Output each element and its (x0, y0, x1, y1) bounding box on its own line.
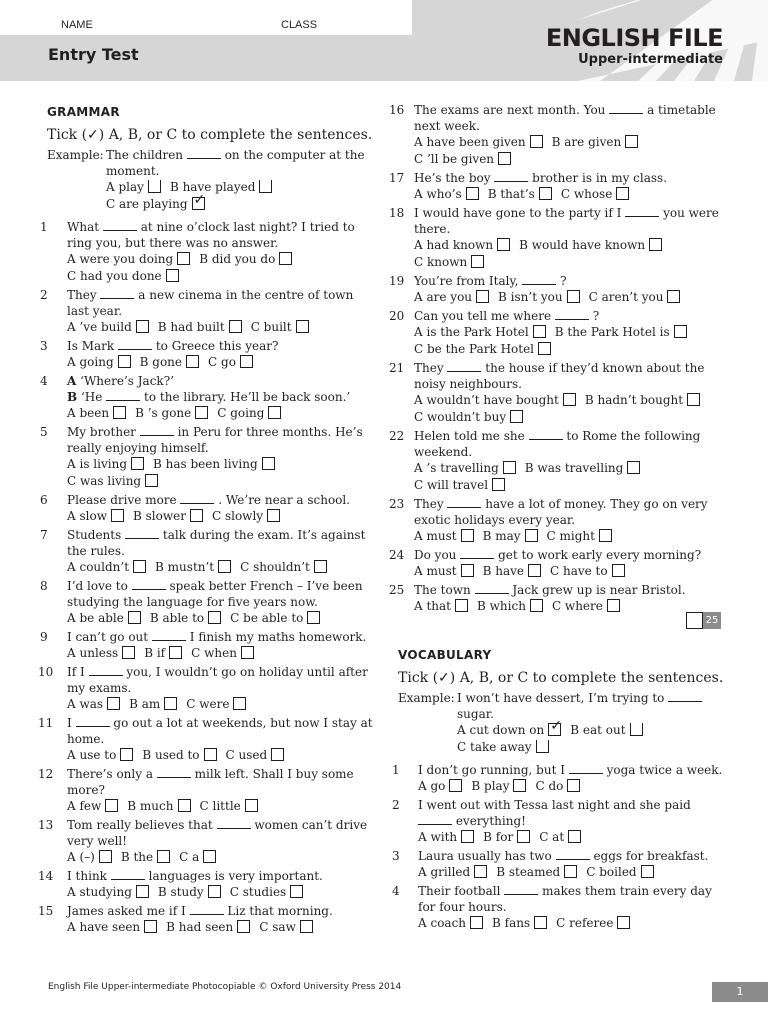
question-grammar-16 (389, 102, 728, 168)
option: A ’ve build (67, 319, 149, 336)
question-grammar-8 (40, 578, 377, 627)
brand-level: Upper-intermediate (578, 52, 723, 67)
checkbox[interactable] (177, 252, 190, 265)
checkbox[interactable] (307, 611, 320, 624)
header (0, 0, 768, 81)
option: C whose (561, 186, 629, 203)
question-text: I’d love to speak better French – I’ve been studying the language for five years now. (67, 579, 363, 609)
option: C wouldn’t buy (414, 409, 523, 426)
checkbox[interactable] (649, 238, 662, 251)
option: B if (144, 645, 182, 662)
question-text: What at nine o’clock last night? I tried to ring you, but there was no answer. (67, 220, 355, 250)
checkbox[interactable] (455, 599, 468, 612)
checkbox[interactable] (279, 252, 292, 265)
checkbox[interactable] (525, 529, 538, 542)
option: A couldn’t (67, 559, 146, 576)
question-text: I go out a lot at weekends, but now I stay at home. (67, 716, 373, 746)
option: B had seen (166, 919, 250, 936)
question-text: I don’t go running, but I yoga twice a week. (418, 763, 723, 777)
question-number: 21 (389, 361, 405, 375)
question-text: The town Jack grew up is near Bristol. (414, 583, 686, 597)
option: B am (129, 696, 177, 713)
option: B are given (552, 134, 639, 151)
checkbox[interactable] (617, 916, 630, 929)
option: A go (418, 778, 462, 795)
option: B hadn’t bought (585, 392, 700, 409)
checkbox[interactable] (157, 850, 170, 863)
checkbox[interactable] (148, 180, 161, 193)
checkbox[interactable] (240, 355, 253, 368)
option: A must (414, 563, 474, 580)
option: B eat out (570, 722, 642, 739)
checkbox[interactable] (530, 135, 543, 148)
checkbox[interactable] (687, 393, 700, 406)
option: B that’s (488, 186, 552, 203)
option: B had built (158, 319, 242, 336)
option: A studying (67, 884, 149, 901)
option: B have played (170, 179, 272, 196)
checkbox[interactable] (204, 748, 217, 761)
checkbox-checked[interactable] (548, 718, 562, 736)
question-number: 24 (389, 548, 405, 562)
checkbox[interactable] (612, 564, 625, 577)
option: A must (414, 528, 474, 545)
question-number: 22 (389, 429, 405, 443)
question-grammar-15 (38, 903, 377, 936)
option: A that (414, 598, 468, 615)
checkbox[interactable] (607, 599, 620, 612)
checkbox[interactable] (122, 646, 135, 659)
question-grammar-22 (389, 428, 728, 494)
checkbox[interactable] (599, 529, 612, 542)
question-text: Students talk during the exam. It’s against the rules. (67, 528, 366, 558)
checkbox[interactable] (296, 320, 309, 333)
option: B slower (133, 508, 203, 525)
checkbox[interactable] (616, 187, 629, 200)
checkbox[interactable] (190, 509, 203, 522)
question-grammar-10 (38, 664, 377, 713)
option: C do (535, 778, 580, 795)
option: A be able (67, 610, 141, 627)
question-number: 3 (392, 849, 400, 863)
grammar-right-column (389, 102, 728, 617)
question-grammar-20 (389, 308, 728, 358)
checkbox[interactable] (267, 509, 280, 522)
question-number: 12 (38, 767, 54, 781)
option: B may (483, 528, 538, 545)
grammar-left-column (38, 102, 377, 938)
option: A had known (414, 237, 510, 254)
checkbox[interactable] (262, 457, 275, 470)
question-text: They have a lot of money. They go on very exotic holidays every year. (414, 497, 708, 527)
checkbox[interactable] (563, 393, 576, 406)
checkbox[interactable] (492, 478, 505, 491)
question-number: 3 (40, 339, 48, 353)
checkbox[interactable] (530, 599, 543, 612)
checkbox[interactable] (567, 290, 580, 303)
question-number: 5 (40, 425, 48, 439)
question-number: 25 (389, 583, 405, 597)
option: C are playing ✓ (106, 192, 206, 211)
question-text: James asked me if I Liz that morning. (67, 904, 333, 918)
checkbox[interactable] (539, 187, 552, 200)
option: B fans (492, 915, 547, 932)
option: B have (483, 563, 541, 580)
option: C take away (457, 739, 549, 756)
question-number: 18 (389, 206, 405, 220)
question-number: 9 (40, 630, 48, 644)
question-number: 17 (389, 171, 405, 185)
checkbox[interactable] (674, 325, 687, 338)
question-text: I went out with Tessa last night and she paid everything! (418, 798, 691, 828)
checkbox[interactable] (497, 238, 510, 251)
option: B much (127, 798, 190, 815)
checkbox[interactable] (128, 611, 141, 624)
question-vocabulary-2 (392, 797, 728, 846)
question-text: Helen told me she to Rome the following weekend. (414, 429, 701, 459)
question-text: Tom really believes that women can’t drive very well! (67, 818, 368, 848)
checkbox[interactable] (528, 564, 541, 577)
option: B has been living (153, 456, 275, 473)
option: B play (471, 778, 526, 795)
checkbox[interactable] (120, 748, 133, 761)
option: A play (106, 179, 161, 196)
checkbox[interactable] (314, 560, 327, 573)
option: B did you do (199, 251, 292, 268)
checkbox[interactable] (203, 850, 216, 863)
checkbox[interactable] (517, 830, 530, 843)
question-grammar-7 (40, 527, 377, 576)
question-grammar-13 (38, 817, 377, 866)
question-text: My brother in Peru for three months. He’s really enjoying himself. (67, 425, 363, 455)
option: B the (121, 849, 170, 866)
option: A were you doing (67, 251, 190, 268)
checkbox[interactable] (476, 290, 489, 303)
checkbox[interactable] (568, 830, 581, 843)
checkbox[interactable] (534, 916, 547, 929)
option: C studies (230, 884, 303, 901)
question-number: 10 (38, 665, 54, 679)
question-text: There’s only a milk left. Shall I buy some more? (67, 767, 354, 797)
question-grammar-4: 4 A ‘Where’s Jack?’ B ‘He to the library. He’ll be back soon.’ A been B ’s gone C going (40, 374, 351, 420)
question-text: He’s the boy brother is in my class. (414, 171, 668, 185)
checkbox[interactable] (118, 355, 131, 368)
option: A who’s (414, 186, 479, 203)
footer-title: English File Upper-intermediate (48, 982, 190, 992)
checkbox[interactable] (449, 779, 462, 792)
checkbox[interactable] (218, 560, 231, 573)
option: A coach (418, 915, 483, 932)
option: B steamed (496, 864, 577, 881)
question-grammar-11 (38, 715, 377, 764)
option: A been (67, 405, 126, 422)
tick-icon: ✓ (193, 192, 206, 208)
checkbox[interactable] (290, 885, 303, 898)
question-grammar-6 (40, 492, 377, 525)
option: B was travelling (525, 460, 641, 477)
question-grammar-19 (389, 273, 728, 306)
checkbox[interactable] (538, 342, 551, 355)
checkbox[interactable] (107, 697, 120, 710)
question-grammar-14 (38, 868, 377, 901)
score-input-box[interactable] (686, 612, 703, 629)
option: B mustn’t (155, 559, 231, 576)
vocabulary-example: Example: I won’t have dessert, I’m trying to sugar. A cut down on ✓ B eat out C take away (398, 690, 728, 756)
checkbox[interactable] (186, 355, 199, 368)
option: B which (477, 598, 543, 615)
option: C be the Park Hotel (414, 341, 551, 358)
question-number: 11 (38, 716, 54, 730)
question-vocabulary-4 (392, 883, 728, 932)
option: C referee (556, 915, 630, 932)
checkbox[interactable] (630, 723, 643, 736)
grammar-instruction: Tick (✓) A, B, or C to complete the sentences. (47, 127, 373, 143)
option: C had you done (67, 268, 179, 285)
checkbox[interactable] (113, 406, 126, 419)
option: A unless (67, 645, 135, 662)
checkbox[interactable] (461, 830, 474, 843)
option: C ’ll be given (414, 151, 511, 168)
option: C boiled (586, 864, 653, 881)
question-grammar-12 (38, 766, 377, 815)
checkbox[interactable] (510, 410, 523, 423)
question-text: Is Mark to Greece this year? (67, 339, 279, 353)
option: B isn’t you (498, 289, 580, 306)
checkbox[interactable] (268, 406, 281, 419)
option: C go (208, 354, 253, 371)
question-number: 6 (40, 493, 48, 507)
question-number: 2 (392, 798, 400, 812)
checkbox[interactable] (627, 461, 640, 474)
option: C when (191, 645, 254, 662)
checkbox[interactable] (145, 474, 158, 487)
checkbox[interactable] (237, 920, 250, 933)
option: A ’s travelling (414, 460, 516, 477)
checkbox[interactable] (131, 457, 144, 470)
checkbox[interactable] (136, 885, 149, 898)
question-grammar-1 (40, 219, 377, 285)
option: B able to (150, 610, 221, 627)
question-text: If I you, I wouldn’t go on holiday until after my exams. (67, 665, 368, 695)
option: C will travel (414, 477, 505, 494)
checkbox[interactable] (208, 611, 221, 624)
option: C at (539, 829, 581, 846)
checkbox[interactable] (474, 865, 487, 878)
question-grammar-25 (389, 582, 728, 615)
option: C aren’t you (589, 289, 681, 306)
option: C built (251, 319, 309, 336)
question-number: 4 (40, 374, 48, 388)
question-text: Laura usually has two eggs for breakfast. (418, 849, 709, 863)
checkbox[interactable] (536, 740, 549, 753)
option: A are you (414, 289, 489, 306)
checkbox[interactable] (178, 799, 191, 812)
question-grammar-3 (40, 338, 377, 371)
question-grammar-23 (389, 496, 728, 545)
question-number: 2 (40, 288, 48, 302)
question-text: Can you tell me where ? (414, 309, 600, 323)
checkbox[interactable] (471, 255, 484, 268)
checkbox[interactable] (233, 697, 246, 710)
checkbox[interactable] (229, 320, 242, 333)
grammar-example: Example: The children on the computer at the moment. A play B have played C are playing ✓ (47, 148, 365, 211)
option: A have seen (67, 919, 157, 936)
question-number: 1 (40, 220, 48, 234)
checkbox[interactable] (498, 152, 511, 165)
page-number: 1 (712, 982, 768, 1002)
option: C going (217, 405, 281, 422)
question-vocabulary-1 (392, 762, 728, 795)
option: A is living (67, 456, 144, 473)
checkbox[interactable] (241, 646, 254, 659)
option: C slowly (212, 508, 280, 525)
question-text: I can’t go out I finish my maths homework. (67, 630, 367, 644)
question-number: 1 (392, 763, 400, 777)
option: B would have known (519, 237, 662, 254)
question-text: Do you get to work early every morning? (414, 548, 702, 562)
checkbox[interactable] (99, 850, 112, 863)
option: A going (67, 354, 131, 371)
question-grammar-18 (389, 205, 728, 271)
question-text: You’re from Italy, ? (414, 274, 567, 288)
option: C be able to (230, 610, 320, 627)
option: A have been given (414, 134, 543, 151)
checkbox[interactable] (513, 779, 526, 792)
vocabulary-instruction: Tick (✓) A, B, or C to complete the sentences. (398, 670, 724, 686)
question-number: 23 (389, 497, 405, 511)
question-grammar-17 (389, 170, 728, 203)
example-label: Example: (398, 691, 455, 705)
checkbox[interactable] (195, 406, 208, 419)
brand-title: ENGLISH FILE (545, 24, 723, 52)
option: C known (414, 254, 484, 271)
class-label: CLASS (281, 19, 318, 31)
option: A with (418, 829, 474, 846)
option: A was (67, 696, 120, 713)
checkbox[interactable] (111, 509, 124, 522)
checkbox[interactable] (461, 564, 474, 577)
option: B ’s gone (135, 405, 208, 422)
option: A is the Park Hotel (414, 324, 546, 341)
option: C have to (550, 563, 625, 580)
checkbox[interactable] (461, 529, 474, 542)
tick-icon: ✓ (550, 718, 562, 734)
option: C might (547, 528, 612, 545)
question-text: The exams are next month. You a timetable next week. (414, 103, 716, 133)
option: A few (67, 798, 118, 815)
option: C were (186, 696, 246, 713)
question-number: 4 (392, 884, 400, 898)
option: C shouldn’t (240, 559, 327, 576)
vocabulary-heading: VOCABULARY (398, 648, 492, 662)
checkbox-checked[interactable] (192, 192, 206, 210)
page-title: Entry Test (48, 45, 139, 64)
checkbox[interactable] (144, 920, 157, 933)
checkbox[interactable] (300, 920, 313, 933)
question-grammar-2 (40, 287, 377, 336)
option: B gone (140, 354, 199, 371)
question-number: 19 (389, 274, 405, 288)
option: A slow (67, 508, 124, 525)
example-label: Example: (47, 148, 104, 162)
checkbox[interactable] (245, 799, 258, 812)
question-grammar-5 (40, 424, 377, 490)
checkbox[interactable] (625, 135, 638, 148)
question-number: 14 (38, 869, 54, 883)
checkbox[interactable] (466, 187, 479, 200)
option: C saw (259, 919, 313, 936)
checkbox[interactable] (105, 799, 118, 812)
option: C was living (67, 473, 158, 490)
question-grammar-9 (40, 629, 377, 662)
question-text: I think languages is very important. (67, 869, 323, 883)
name-label: NAME (61, 19, 93, 31)
question-number: 16 (389, 103, 405, 117)
question-number: 13 (38, 818, 54, 832)
vocabulary-section (392, 645, 728, 934)
checkbox[interactable] (136, 320, 149, 333)
question-number: 7 (40, 528, 48, 542)
footer-copyright: Photocopiable © Oxford University Press 2014 (189, 982, 402, 992)
checkbox[interactable] (564, 865, 577, 878)
checkbox[interactable] (641, 865, 654, 878)
score-total: 25 (703, 612, 721, 629)
checkbox[interactable] (169, 646, 182, 659)
option: A cut down on ✓ (457, 718, 562, 737)
question-text: They the house if they’d known about the noisy neighbours. (414, 361, 705, 391)
option: A use to (67, 747, 133, 764)
checkbox[interactable] (503, 461, 516, 474)
checkbox[interactable] (164, 697, 177, 710)
checkbox[interactable] (259, 180, 272, 193)
question-number: 15 (38, 904, 54, 918)
option: C used (226, 747, 285, 764)
option: B study (158, 884, 221, 901)
checkbox[interactable] (470, 916, 483, 929)
checkbox[interactable] (166, 269, 179, 282)
option: B used to (142, 747, 216, 764)
question-text: I would have gone to the party if I you were there. (414, 206, 719, 236)
question-text: They a new cinema in the centre of town last year. (67, 288, 354, 318)
option: C where (552, 598, 620, 615)
checkbox[interactable] (667, 290, 680, 303)
option: B the Park Hotel is (555, 324, 687, 341)
question-number: 8 (40, 579, 48, 593)
checkbox[interactable] (133, 560, 146, 573)
option: B for (483, 829, 530, 846)
brand (546, 24, 723, 67)
question-number: 20 (389, 309, 405, 323)
checkbox[interactable] (208, 885, 221, 898)
question-grammar-21 (389, 360, 728, 426)
grammar-score (686, 612, 721, 629)
grammar-heading: GRAMMAR (47, 105, 120, 119)
footer (48, 982, 401, 992)
checkbox[interactable] (567, 779, 580, 792)
option: A (–) (67, 849, 112, 866)
option: C a (179, 849, 216, 866)
checkbox[interactable] (271, 748, 284, 761)
question-text: Please drive more . We’re near a school. (67, 493, 351, 507)
option: A grilled (418, 864, 487, 881)
question-text: Their football makes them train every day for four hours. (418, 884, 712, 914)
checkbox[interactable] (533, 325, 546, 338)
question-grammar-24 (389, 547, 728, 580)
option: A wouldn’t have bought (414, 392, 576, 409)
option: C little (200, 798, 258, 815)
question-vocabulary-3 (392, 848, 728, 881)
